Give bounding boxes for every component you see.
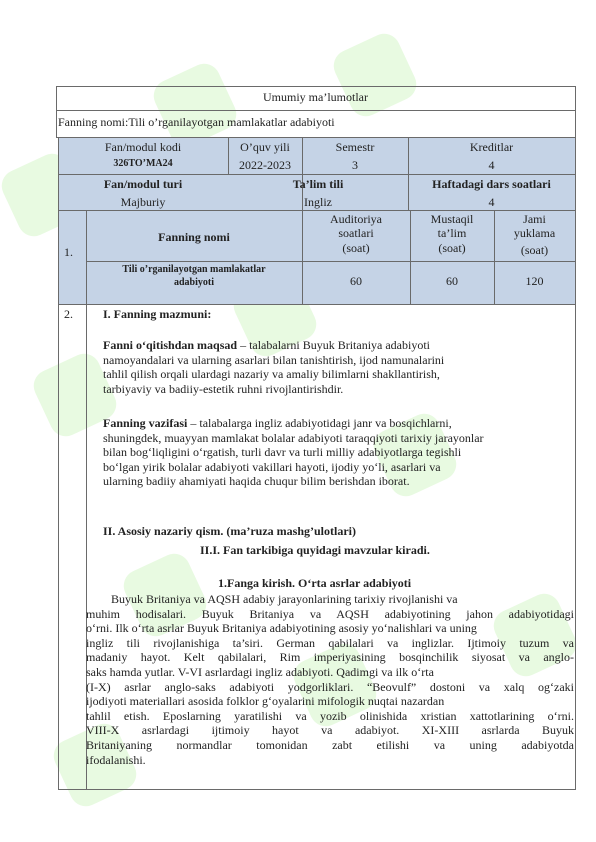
section-number: 2. [64, 307, 73, 321]
section-heading: I. Fanning mazmuni: [103, 307, 212, 321]
topic-title: 1.Fanga kirish. O‘rta asrlar adabiyoti [218, 576, 412, 590]
topic-body: Buyuk Britaniya va AQSH adabiy jarayonlarining tarixiy rivojlanishi va muhim hodisalari. Buyuk Britaniya va AQSH adabiyotining jahon adabiyotidagi o‘rni. Ilk o‘rta asrlar Buyuk Britaniya adabiyotining asosiy yo‘nalishlari va uning ingliz tili rivojlanishiga ta’siri. German qabilalari va inglizlar. Ijtimoiy tuzum va madaniy hayot. Kelt qabilalari, Rim imperiyasining bosqinchilik siyosat va anglo- saks hamda yutlar. V-VI asrlardagi ingliz adabiyoti. Qadimgi va ilk o‘rta (I-X) asrlar anglo-saks adabiyoti yodgorliklari. “Beovulf” dostoni va xalq og‘zaki ijodiyoti materiallari asosida folklor g‘oyalarini mifologik nuqtai nazardan tahlil etish. Eposlarning yaratilishi va yozib olinishida xristian xattotlarining o‘rni. VIII-X asrlardagi ijtimoiy hayot va adabiyot. XI-XIII asrlarda Buyuk Britaniyaning normandlar tomonidan zabt etilishi va uning adabiyotda ifodalanishi. [86, 592, 574, 767]
section-number: 1. [64, 245, 73, 259]
topics-subheading: II.I. Fan tarkibiga quyidagi mavzular kiradi. [200, 543, 430, 557]
theory-heading: II. Asosiy nazariy qism. (ma’ruza mashg’ulotlari) [103, 524, 356, 538]
goal-paragraph: Fanni o‘qitishdan maqsad – talabalarni Buyuk Britaniya adabiyoti namoyandalari va ularning asarlari bilan tanishtirish, ijod namunalarini tahlil qilish orqali ulardagi nazariy va amaliy bilimlarni shakllantirish, tarbiyaviy va badiiy-estetik ruhni rivojlantirishdir. [103, 338, 445, 396]
table-title: Umumiy ma’lumotlar [263, 90, 368, 104]
tasks-paragraph: Fanning vazifasi – talabalarga ingliz adabiyotidagi janr va bosqichlarni, shuningdek, muayyan mamlakat bolalar adabiyoti taraqqiyoti tarixiy jarayonlar bilan bog‘liqligini o‘rgatish, turli davr va turli milliy adabiyotlarga tegishli bo‘lgan yirik bolalar adabiyoti vakillari hayoti, ijodiy yo‘li, asarlari va ularning badiiy ahamiyati haqida chuqur bilim berishdan iborat. [103, 416, 484, 489]
type-label: Fan/modul turi [103, 177, 183, 191]
auditorium-hours: 60 [350, 274, 362, 288]
auditorium-header-1: Auditoriya [330, 212, 382, 226]
total-header-3: (soat) [520, 243, 549, 257]
auditorium-header-3: (soat) [342, 241, 370, 255]
course-name-header: Fanning nomi [158, 230, 230, 244]
semester-value: 3 [352, 158, 358, 172]
course-name-row: Fanning nomi:Tili o’rganilayotgan mamlakatlar adabiyoti [58, 115, 335, 129]
semester-label: Semestr [335, 140, 375, 154]
code-label: Fan/modul kodi [104, 140, 182, 154]
independent-header-3: (soat) [438, 241, 466, 255]
independent-header-1: Mustaqil [430, 212, 474, 226]
total-header-2: yuklama [513, 226, 556, 240]
credits-value: 4 [488, 158, 495, 172]
auditorium-header-2: soatlari [338, 226, 374, 240]
independent-hours: 60 [446, 274, 458, 288]
code-value: 326TO’MA24 [113, 158, 173, 169]
total-header-1: Jami [523, 212, 546, 226]
course-name-value-1: Tili o’rganilayotgan mamlakatlar [122, 264, 266, 275]
weekly-hours-label: Haftadagi dars soatlari [432, 177, 551, 191]
course-name-value-2: adabiyoti [173, 277, 214, 288]
weekly-hours-value: 4 [488, 195, 495, 209]
type-value: Majburiy [120, 195, 166, 209]
language-value: Ingliz [304, 195, 332, 209]
year-label: O’quv yili [240, 140, 290, 154]
total-hours: 120 [525, 274, 544, 288]
year-value: 2022-2023 [239, 158, 291, 172]
watermark-shape [328, 28, 421, 121]
independent-header-2: ta’lim [437, 226, 467, 240]
language-label: Ta’lim tili [292, 177, 344, 191]
credits-label: Kreditlar [469, 140, 514, 154]
